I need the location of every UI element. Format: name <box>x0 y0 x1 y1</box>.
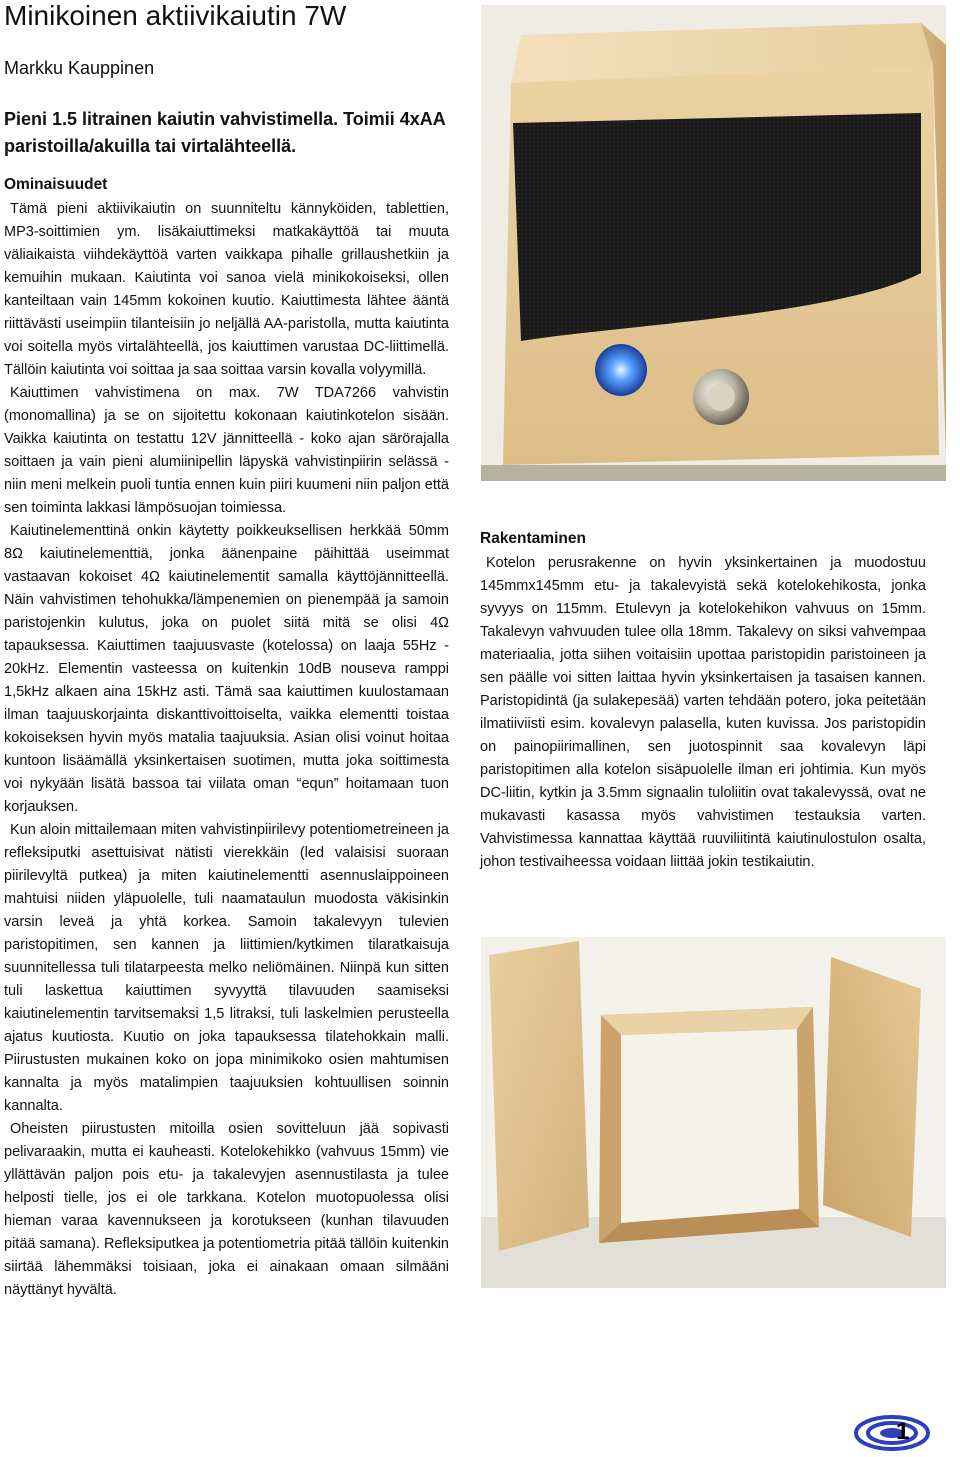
lead-text: Pieni 1.5 litrainen kaiutin vahvistimella. Toimii 4xAA paristoilla/akuilla tai virtalähteellä. <box>4 109 446 156</box>
paragraph: Oheisten piirustusten mitoilla osien sovitteluun jää sopivasti pelivaraakin, mutta ei kauheasti. Kotelokehikko (vahvuus 15mm) vie yllättävän paljon pois etu- ja takalevyjen asennustilasta ja tulee helposti tielle, jos ei ole tarkkana. Kotelon muotopuolessa olisi hieman varaa kavennukseen ja korotukseen (kunhan tilavuuden pitää samana). Refleksiputkea ja potentiometria pitää tällöin kuitenkin siirtää lähemmäksi toisiaan, joka ei ainakaan omaan silmääni näyttänyt hyvältä. <box>4 1121 449 1298</box>
paragraph: Kun aloin mittailemaan miten vahvistinpiirilevy potentiometreineen ja refleksiputki asettuisivat nätisti vierekkäin (led valaisisi suoraan piirilevyltä putkea) ja miten kaiutinelementti asennuslaippoineen mahtuisi niiden yläpuolelle, tuli naamataulun muodosta väkisinkin varsin leveä ja yhtä korkea. Samoin takalevyyn tulevien paristopitimen, sen kannen ja liittimien/kytkimen tilaratkaisuja suunnitellessa tuli tilatarpeesta melko neliömäinen. Niinpä kun sitten tuli laskettua kaiuttimen syvyyttä tilavuuden saamiseksi kaiutinelementin tarvitsemaksi 1,5 litraksi, tuli laskelmien perusteella ajatus kuutiosta. Kuutio on joka tapauksessa tilatehokkain malli. Piirustusten mukainen koko on jopa minimikoko osien mahtumisen kannalta ja myös matalimpien taajuuksien kohtuullisen soinnin kannalta. <box>4 822 449 1114</box>
page-title: Minikoinen aktiivikaiutin 7W <box>4 0 347 31</box>
author-name: Markku Kauppinen <box>4 58 155 78</box>
section-heading-construction: Rakentaminen <box>480 530 586 547</box>
enclosure-illustration <box>481 937 946 1288</box>
paragraph: Kaiuttimen vahvistimena on max. 7W TDA7266 vahvistin (monomallina) ja se on sijoitettu kokonaan kaiutinkotelon sisään. Vaikka kaiutinta on testattu 12V jännitteellä - koko ajan särörajalla soittaen ja vain pieni alumiinipellin läpyskä vahvistinpiirin selässä - niin meni melkein puoli tuntia ennen kuin piiri kuumeni niin paljon että sen toiminta lakkasi lämpösuojan toimiessa. <box>4 385 449 516</box>
speaker-photo <box>481 5 946 481</box>
paragraph: Tämä pieni aktiivikaiutin on suunniteltu kännyköiden, tablettien, MP3-soittimien ym. lisäkaiuttimeksi matkakäyttöä tai muuta väliaikaista viihdekäyttöä varten vaikkapa pihalle grillaushetkiin ja kemuihin mukaan. Kaiutinta voi sanoa vielä minikokoiseksi, ollen kanteiltaan vain 145mm kokoinen kuutio. Kaiuttimesta lähtee ääntä riittävästi useimpiin tilanteisiin jo neljällä AA-paristolla, mutta kaiutinta voi soitella myös virtalähteellä, jos kaiuttimen varustaa DC-liittimellä. Tällöin kaiutinta voi soittaa ja saa soittaa varsin kovalla volyymillä. <box>4 201 449 378</box>
paragraph: Kaiutinelementtinä onkin käytetty poikkeuksellisen herkkää 50mm 8Ω kaiutinelementtiä, jonka äänenpaine päihittää useimmat vastaavan kokoiset 4Ω kaiutinelementit samalla käyttöjännitteellä. Näin vahvistimen tehohukka/lämpenemien on pienempää ja samoin paristojenkin kulutus, joka on puolet siitä mitä se olisi 4Ω tapauksessa. Kaiuttimen taajuusvaste (kotelossa) on laaja 55Hz - 20kHz. Elementin vasteessa on kuitenkin 10dB nouseva ramppi 1,5kHz alkaen aina 15kHz asti. Tämä saa kaiuttimen kuulostamaan ilman taajuuskorjainta diskanttivoittoiselta, vaikka elementti toistaa kokoiseksen hyvin myös matalia taajuuksia. Asian olisi voinut hoitaa kuntoon lisäämällä yksinkertaisen suotimen, mutta joka soittimesta voi nykyään lisätä bassoa tai viilata oman “equn” hoitamaan tuon korjauksen. <box>4 523 449 815</box>
right-column <box>480 528 926 874</box>
speaker-illustration <box>481 5 946 481</box>
paragraph: Kotelon perusrakenne on hyvin yksinkertainen ja muodostuu 145mmx145mm etu- ja takalevyistä sekä kotelokehikosta, jonka syvyys on 115mm. Etulevyn ja kotelokehikon vahvuus on 15mm. Takalevyn vahvuuden tulee olla 18mm. Takalevy on siksi vahvempaa materiaalia, jotta siihen voitaisiin upottaa paristopidin paristoineen ja sen päälle voi sitten laittaa hyvin yksinkertaisen ja tasaisen kannen. Paristopidintä (ja sulakepesää) varten tehdään potero, joka peitetään ilmatiiviisti esim. kovalevyn palasella, kuten kuvissa. Jos paristopidin on painopiirimallinen, sen juotospinnit saa kovalevyn läpi paristopitimen alla kotelon sisäpuolelle ilman eri johtimia. Kun myös DC-liitin, kytkin ja 3.5mm signaalin tuloliitin ovat takalevyssä, ovat ne mukavasti kasassa myös vahvistimen testauksia varten. Vahvistimessa kannattaa käyttää ruuviliitintä kaiutinulostulon osalta, johon testivaiheessa voidaan liittää jokin testikaiutin. <box>480 555 926 870</box>
page-number: 1 <box>896 1418 910 1445</box>
section-heading-features: Ominaisuudet <box>4 176 108 193</box>
left-column <box>4 174 449 1302</box>
enclosure-photo <box>481 937 946 1288</box>
